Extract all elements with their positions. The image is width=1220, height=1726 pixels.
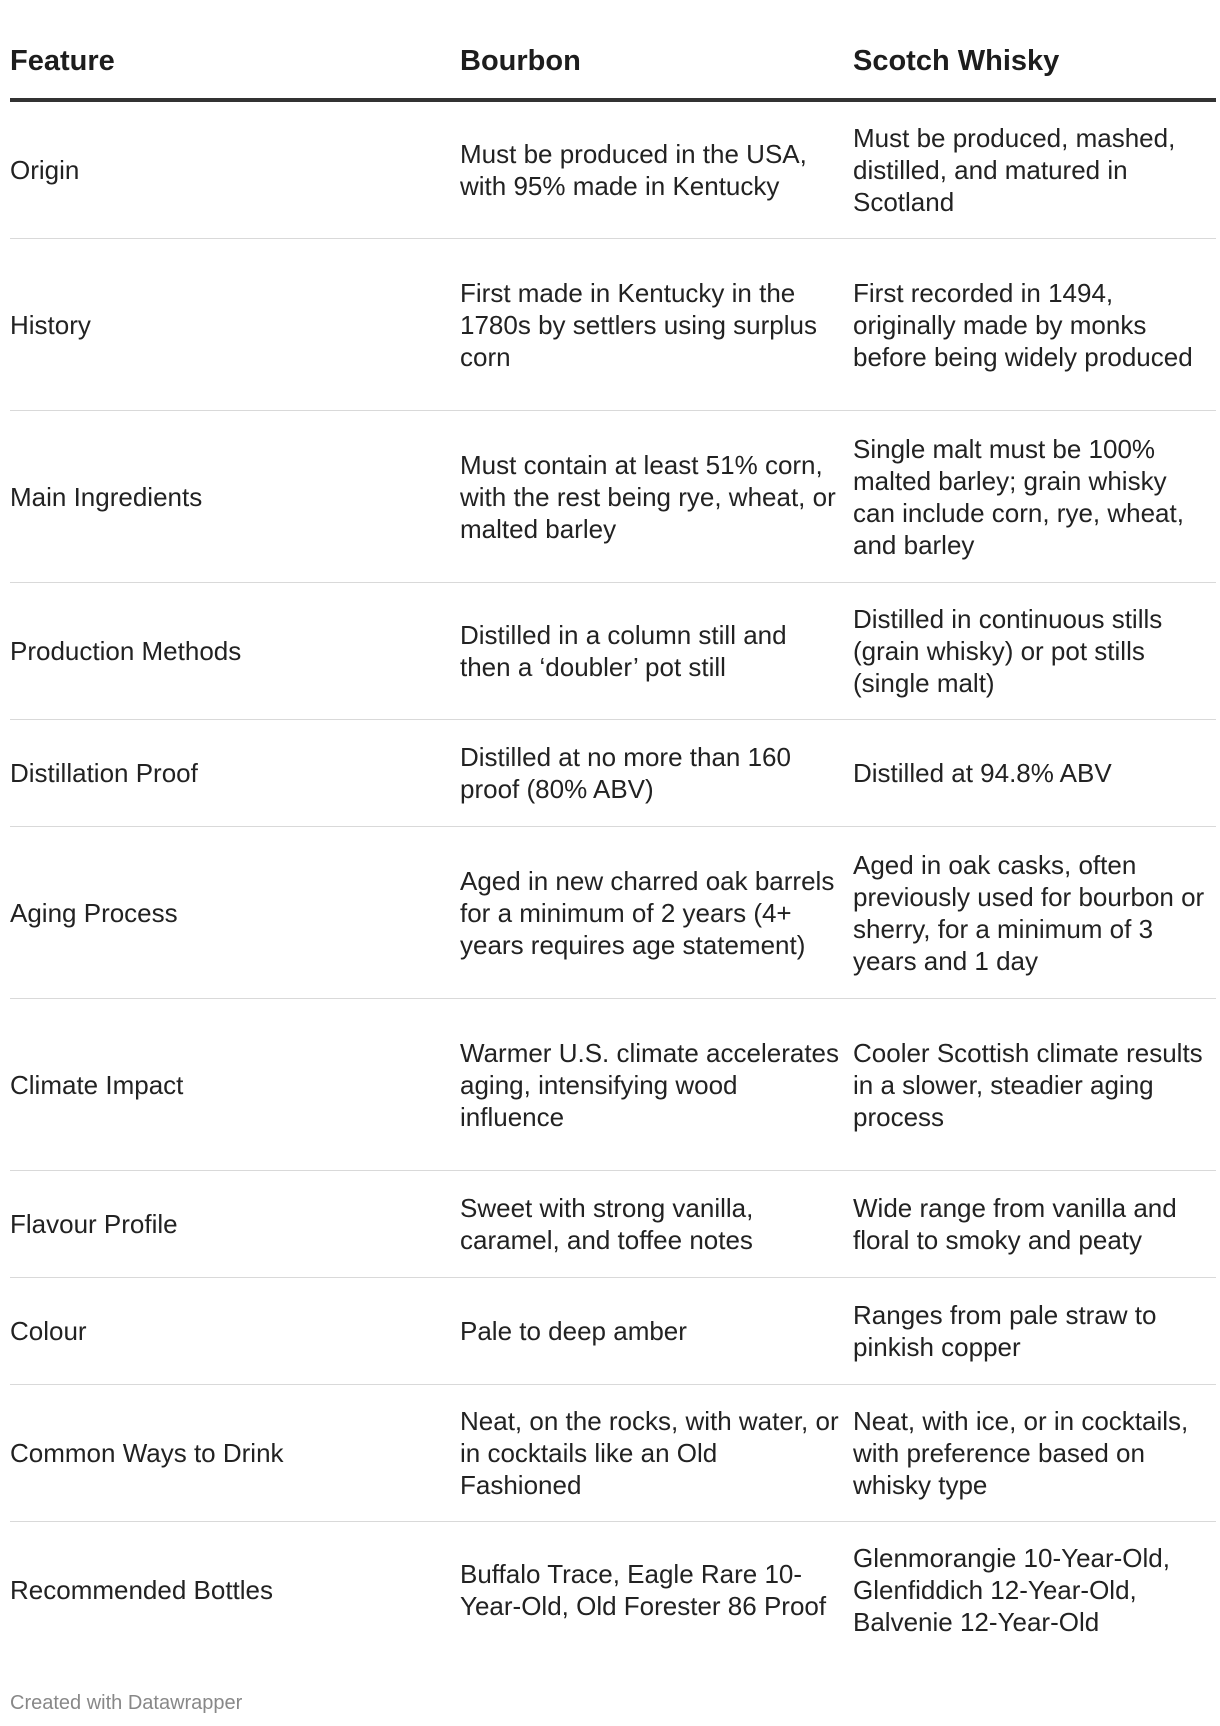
bourbon-cell: Warmer U.S. climate accelerates aging, intensifying wood influence — [460, 999, 853, 1171]
scotch-cell: Aged in oak casks, often previously used for bourbon or sherry, for a minimum of 3 years and 1 day — [853, 827, 1216, 999]
bourbon-cell: Distilled in a column still and then a ‘doubler’ pot still — [460, 583, 853, 720]
bourbon-cell: First made in Kentucky in the 1780s by settlers using surplus corn — [460, 239, 853, 411]
scotch-cell: Single malt must be 100% malted barley; grain whisky can include corn, rye, wheat, and barley — [853, 411, 1216, 583]
scotch-cell: Cooler Scottish climate results in a slower, steadier aging process — [853, 999, 1216, 1171]
feature-cell: Flavour Profile — [10, 1171, 460, 1278]
scotch-cell: Distilled at 94.8% ABV — [853, 720, 1216, 827]
scotch-cell: Glenmorangie 10-Year-Old, Glenfiddich 12-Year-Old, Balvenie 12-Year-Old — [853, 1543, 1170, 1637]
feature-cell: Distillation Proof — [10, 720, 460, 827]
table-row — [10, 827, 1216, 999]
feature-cell: Recommended Bottles — [10, 1575, 274, 1605]
feature-cell: Common Ways to Drink — [10, 1385, 460, 1522]
feature-cell: Origin — [10, 100, 460, 239]
table-row — [10, 583, 1216, 720]
header-bourbon: Bourbon — [460, 28, 853, 100]
feature-cell: Climate Impact — [10, 999, 460, 1171]
table-row — [10, 720, 1216, 827]
datawrapper-credit[interactable]: Created with Datawrapper — [10, 1692, 243, 1714]
table-row — [10, 411, 1216, 583]
feature-cell: Aging Process — [10, 827, 460, 999]
feature-cell: History — [10, 239, 460, 411]
comparison-table — [10, 28, 1216, 1658]
scotch-cell: Must be produced, mashed, distilled, and matured in Scotland — [853, 100, 1216, 239]
table-row — [10, 1171, 1216, 1278]
table-row — [10, 100, 1216, 239]
table-row — [10, 999, 1216, 1171]
table-header-row — [10, 28, 1216, 100]
bourbon-cell: Must contain at least 51% corn, with the rest being rye, wheat, or malted barley — [460, 411, 853, 583]
bourbon-cell: Aged in new charred oak barrels for a minimum of 2 years (4+ years requires age statement) — [460, 827, 853, 999]
feature-cell: Production Methods — [10, 583, 460, 720]
bourbon-cell: Must be produced in the USA, with 95% made in Kentucky — [460, 100, 853, 239]
header-feature: Feature — [10, 28, 460, 100]
bourbon-cell: Buffalo Trace, Eagle Rare 10-Year-Old, Old Forester 86 Proof — [460, 1559, 827, 1621]
feature-cell: Main Ingredients — [10, 411, 460, 583]
comparison-table-container — [10, 28, 1216, 1658]
feature-cell: Colour — [10, 1278, 460, 1385]
table-row — [10, 239, 1216, 411]
table-row — [10, 1385, 1216, 1522]
bourbon-cell: Sweet with strong vanilla, caramel, and toffee notes — [460, 1171, 853, 1278]
bourbon-cell: Distilled at no more than 160 proof (80% ABV) — [460, 720, 853, 827]
scotch-cell: First recorded in 1494, originally made by monks before being widely produced — [853, 239, 1216, 411]
table-row — [10, 1278, 1216, 1385]
scotch-cell: Distilled in continuous stills (grain whisky) or pot stills (single malt) — [853, 583, 1216, 720]
scotch-cell: Neat, with ice, or in cocktails, with preference based on whisky type — [853, 1385, 1216, 1522]
bourbon-cell: Pale to deep amber — [460, 1278, 853, 1385]
header-scotch-whisky: Scotch Whisky — [853, 28, 1216, 100]
scotch-cell: Wide range from vanilla and floral to smoky and peaty — [853, 1171, 1216, 1278]
bourbon-cell: Neat, on the rocks, with water, or in cocktails like an Old Fashioned — [460, 1385, 853, 1522]
scotch-cell: Ranges from pale straw to pinkish copper — [853, 1278, 1216, 1385]
table-row — [10, 1522, 1216, 1659]
